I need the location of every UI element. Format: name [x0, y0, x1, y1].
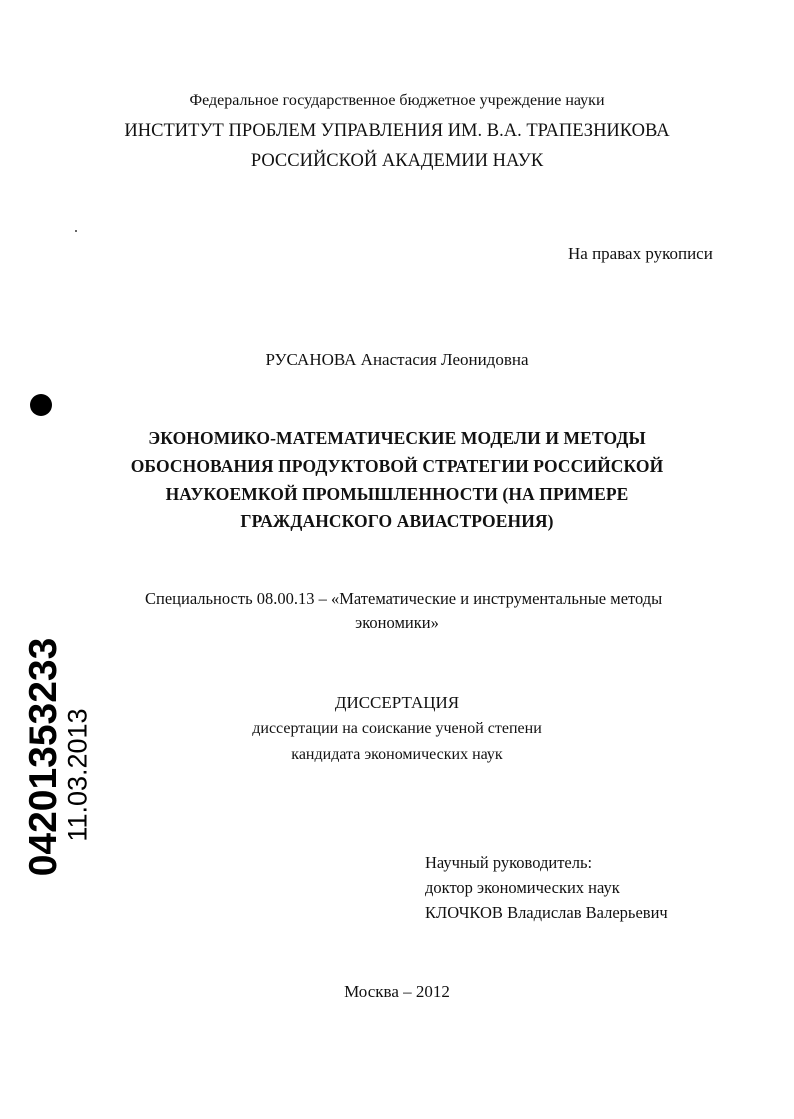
supervisor-label: Научный руководитель: [425, 853, 593, 872]
supervisor-name: КЛОЧКОВ Владислав Валерьевич [425, 903, 668, 922]
thesis-title-line4: ГРАЖДАНСКОГО АВИАСТРОЕНИЯ) [240, 511, 554, 531]
institute-name-line1: ИНСТИТУТ ПРОБЛЕМ УПРАВЛЕНИЯ ИМ. В.А. ТРАПЕЗНИКОВА [124, 121, 670, 141]
thesis-title-line1: ЭКОНОМИКО-МАТЕМАТИЧЕСКИЕ МОДЕЛИ И МЕТОДЫ [148, 428, 646, 448]
organization-line: Федеральное государственное бюджетное учреждение науки [189, 92, 605, 109]
scan-speck [75, 230, 77, 232]
dissertation-purpose-line1: диссертации на соискание ученой степени [252, 720, 542, 737]
thesis-title-line2: ОБОСНОВАНИЯ ПРОДУКТОВОЙ СТРАТЕГИИ РОССИЙСКОЙ [130, 456, 664, 476]
city-year: Москва – 2012 [344, 982, 450, 1001]
dissertation-label: ДИССЕРТАЦИЯ [334, 693, 460, 712]
punch-hole-mark [30, 394, 52, 416]
thesis-title-line3: НАУКОЕМКОЙ ПРОМЫШЛЕННОСТИ (НА ПРИМЕРЕ [165, 484, 629, 504]
author-name: РУСАНОВА Анастасия Леонидовна [265, 350, 529, 369]
manuscript-rights-note: На правах рукописи [568, 244, 713, 263]
stamp-number: 04201353233 [22, 637, 65, 877]
institute-name-line2: РОССИЙСКОЙ АКАДЕМИИ НАУК [250, 151, 544, 171]
dissertation-purpose-line2: кандидата экономических наук [291, 746, 503, 763]
stamp-date: 11.03.2013 [62, 708, 93, 842]
specialty-line1: Специальность 08.00.13 – «Математические и инструментальные методы [145, 589, 663, 608]
specialty-line2: экономики» [355, 613, 439, 632]
supervisor-degree: доктор экономических наук [425, 878, 620, 897]
